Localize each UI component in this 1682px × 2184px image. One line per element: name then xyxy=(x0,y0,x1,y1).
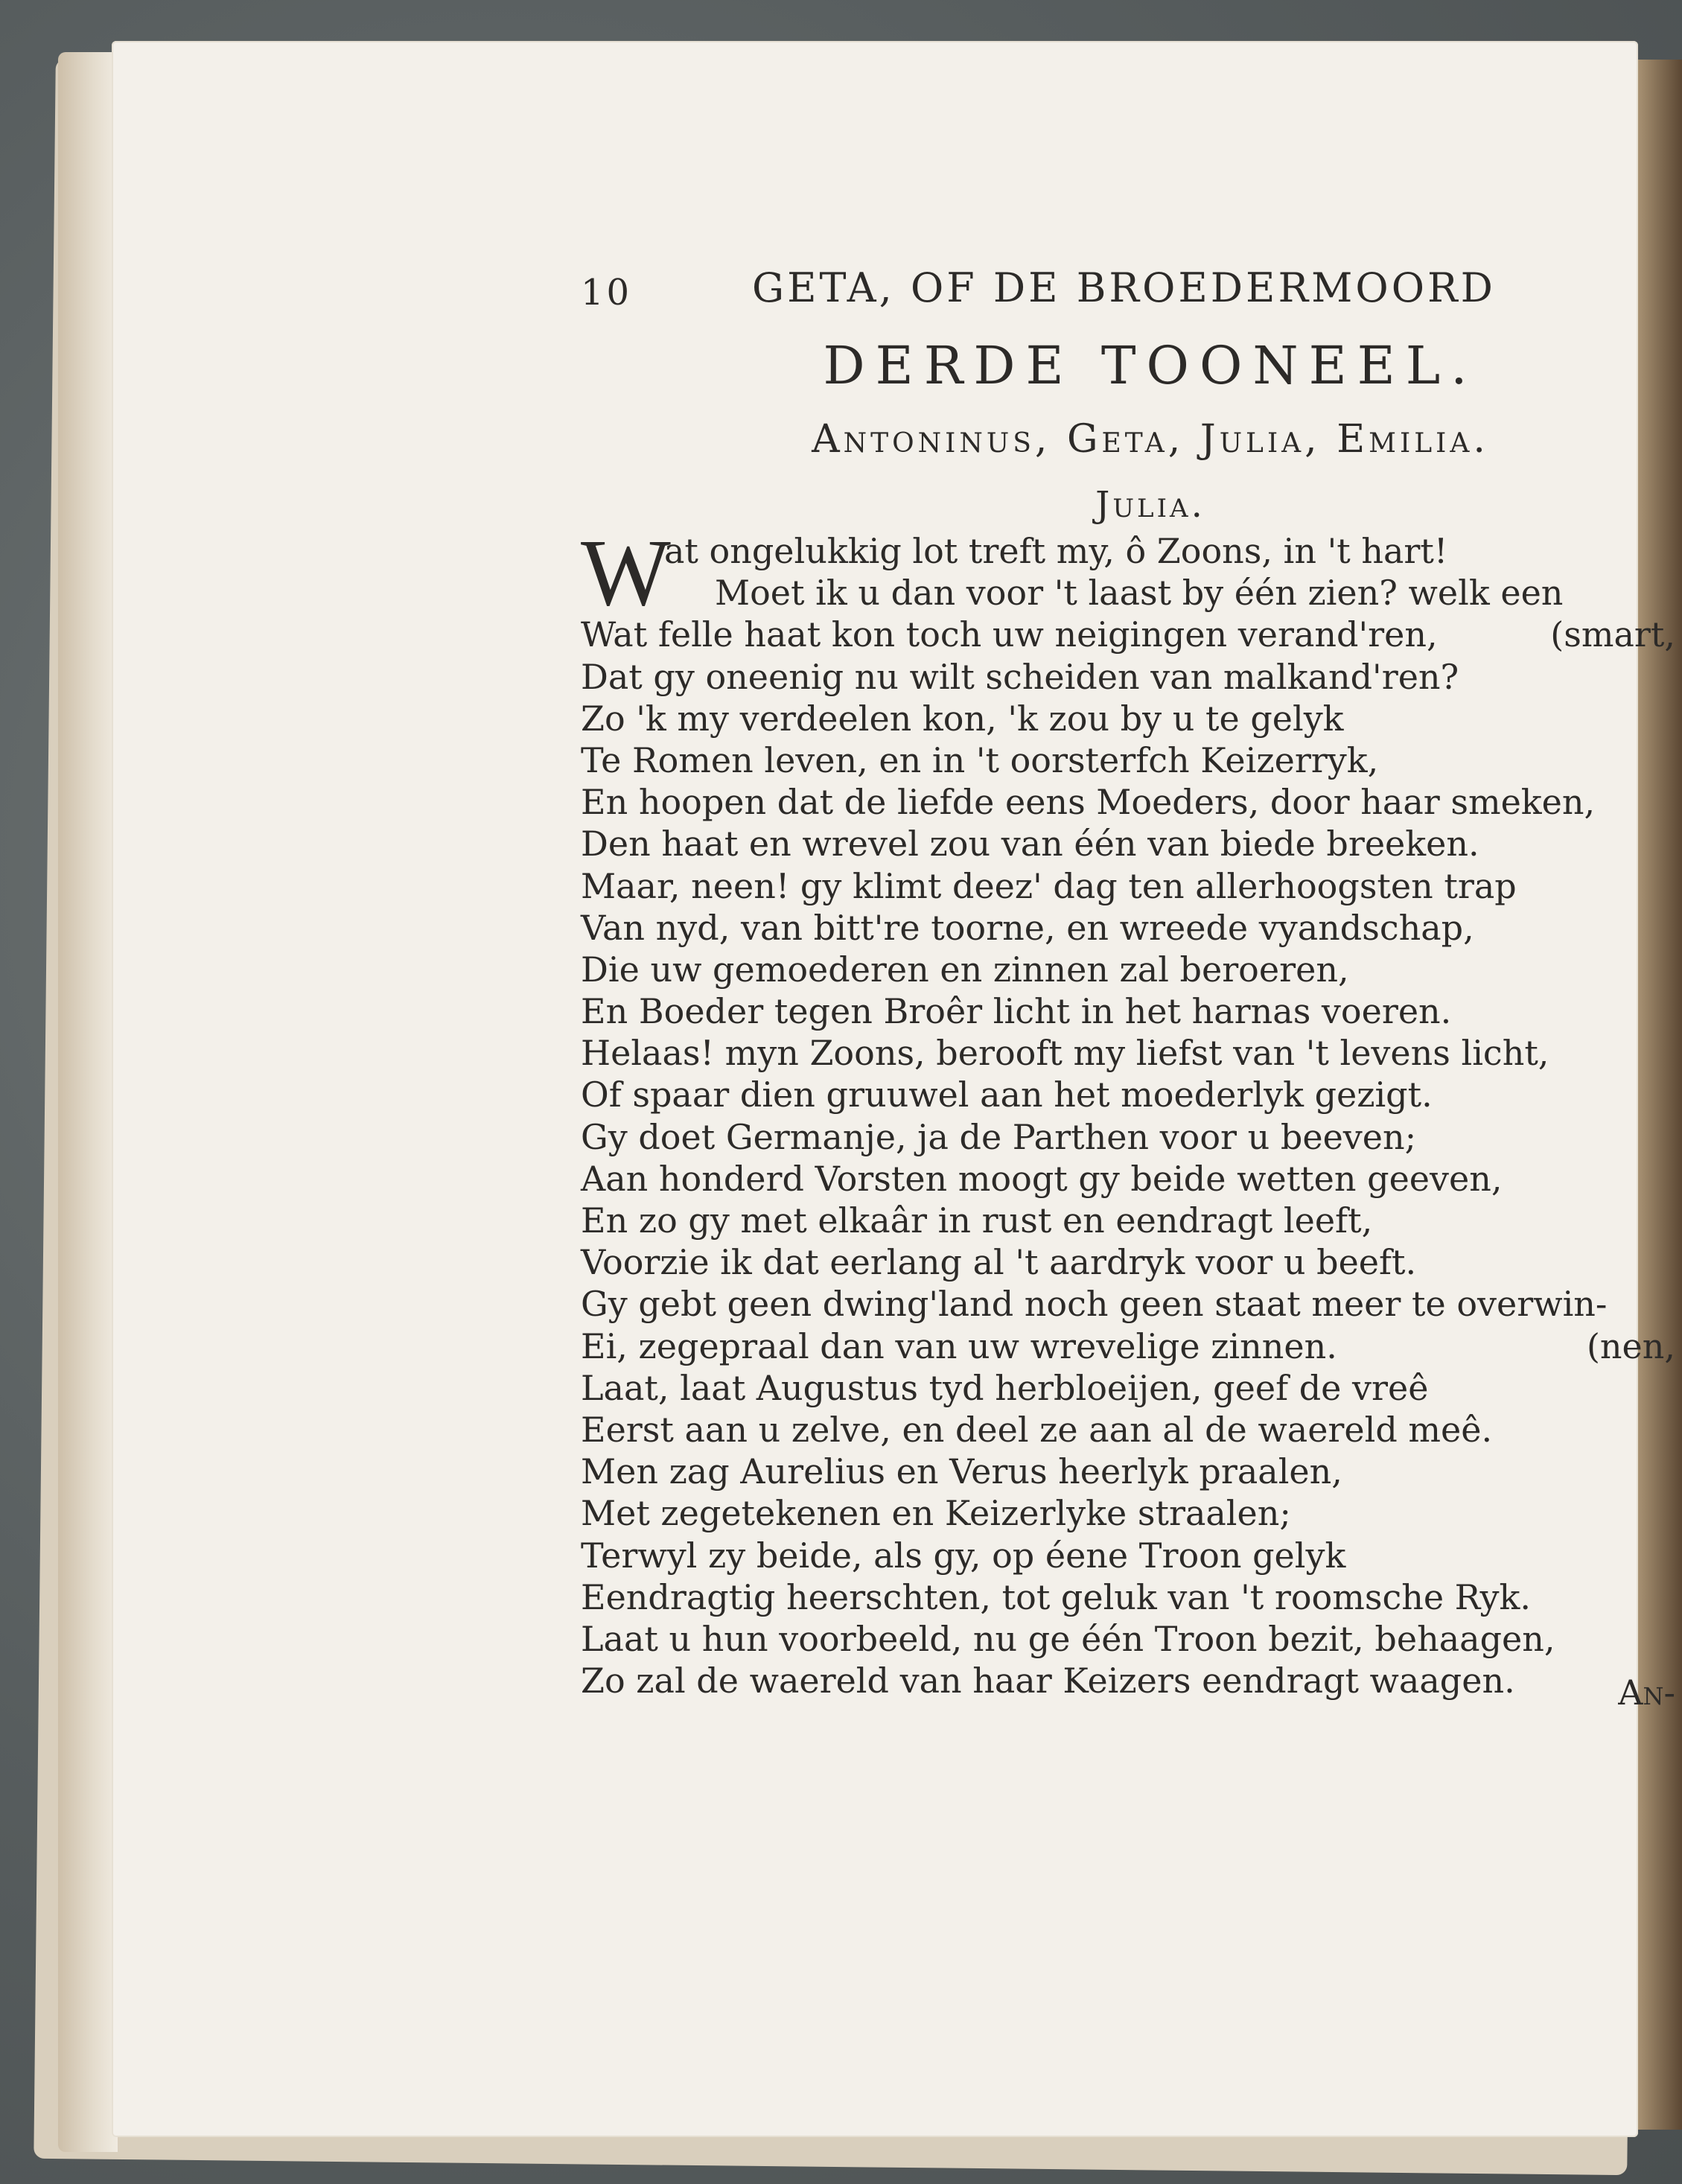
catchword: An- xyxy=(1618,1672,1675,1713)
verse-line: Die uw gemoederen en zinnen zal beroeren, xyxy=(581,949,1349,990)
verse-line: Men zag Aurelius en Verus heerlyk praalen, xyxy=(581,1451,1342,1492)
verse-block xyxy=(581,520,1675,1731)
verse-line-text: Moet ik u dan voor 't laast by één zien? welk een xyxy=(715,573,1564,614)
verse-line: Den haat en wrevel zou van één van biede breeken. xyxy=(581,824,1479,865)
verse-line: Helaas! myn Zoons, berooft my liefst van 't levens licht, xyxy=(581,1033,1549,1074)
page-stack-edge xyxy=(58,52,118,2152)
verse-line: Van nyd, van bitt're toorne, en wreede vyandschap, xyxy=(581,907,1474,948)
verse-line: Gy doet Germanje, ja de Parthen voor u beeven; xyxy=(581,1116,1417,1157)
verse-aside: (nen, xyxy=(1586,1325,1675,1366)
verse-line: Zo 'k my verdeelen kon, 'k zou by u te gelyk xyxy=(581,698,1344,739)
verse-line: Eendragtig heerschten, tot geluk van 't roomsche Ryk. xyxy=(581,1576,1531,1617)
verse-line: Maar, neen! gy klimt deez' dag ten allerhoogsten trap xyxy=(581,865,1517,906)
book-page xyxy=(112,41,1675,2137)
verse-line: Voorzie ik dat eerlang al 't aardryk voor u beeft. xyxy=(581,1242,1417,1283)
page-number: 10 xyxy=(581,272,633,313)
running-head xyxy=(581,257,1675,331)
verse-line xyxy=(581,614,1675,655)
text-block xyxy=(581,257,1675,1731)
scene-heading: DERDE TOONEEL. xyxy=(823,335,1478,396)
running-title: GETA, OF DE BROEDERMOORD xyxy=(752,264,1496,311)
verse-line: Aan honderd Vorsten moogt gy beide wetten geeven, xyxy=(581,1158,1503,1199)
verse-line: En zo gy met elkaâr in rust en eendragt leeft, xyxy=(581,1200,1373,1241)
verse-line: Laat, laat Augustus tyd herbloeijen, geef de vreê xyxy=(581,1367,1429,1408)
verse-line: at ongelukkig lot treft my, ô Zoons, in 't hart! xyxy=(664,531,1448,571)
verse-line: Met zegetekenen en Keizerlyke straalen; xyxy=(581,1493,1291,1534)
verse-line: Dat gy oneenig nu wilt scheiden van malkand'ren? xyxy=(581,656,1459,697)
verse-line-text: Wat felle haat kon toch uw neigingen verand'ren, xyxy=(581,614,1438,655)
verse-line xyxy=(581,572,1675,614)
verse-line xyxy=(581,1325,1675,1367)
verse-line: Gy gebt geen dwing'land noch geen staat meer te overwin- xyxy=(581,1284,1608,1325)
verse-line: Te Romen leven, en in 't oorsterfch Keizerryk, xyxy=(581,739,1379,780)
verse-line: Laat u hun voorbeeld, nu ge één Troon bezit, behaagen, xyxy=(581,1618,1555,1659)
verse-line: Zo zal de waereld van haar Keizers eendragt waagen. xyxy=(581,1661,1515,1701)
verse-line: En Boeder tegen Broêr licht in het harnas voeren. xyxy=(581,991,1452,1032)
drop-cap: W xyxy=(581,520,671,625)
verse-aside: (smart, xyxy=(1550,614,1675,655)
verse-line-text: Ei, zegepraal dan van uw wrevelige zinnen. xyxy=(581,1325,1337,1366)
character-list: Antoninus, Geta, Julia, Emilia. xyxy=(812,417,1489,462)
speaker-name: Julia. xyxy=(1095,484,1205,526)
verse-line: Eerst aan u zelve, en deel ze aan al de waereld meê. xyxy=(581,1409,1493,1450)
verse-line: Terwyl zy beide, als gy, op éene Troon gelyk xyxy=(581,1535,1346,1576)
verse-line: Of spaar dien gruuwel aan het moederlyk gezigt. xyxy=(581,1075,1433,1115)
verse-line: En hoopen dat de liefde eens Moeders, door haar smeken, xyxy=(581,782,1596,823)
